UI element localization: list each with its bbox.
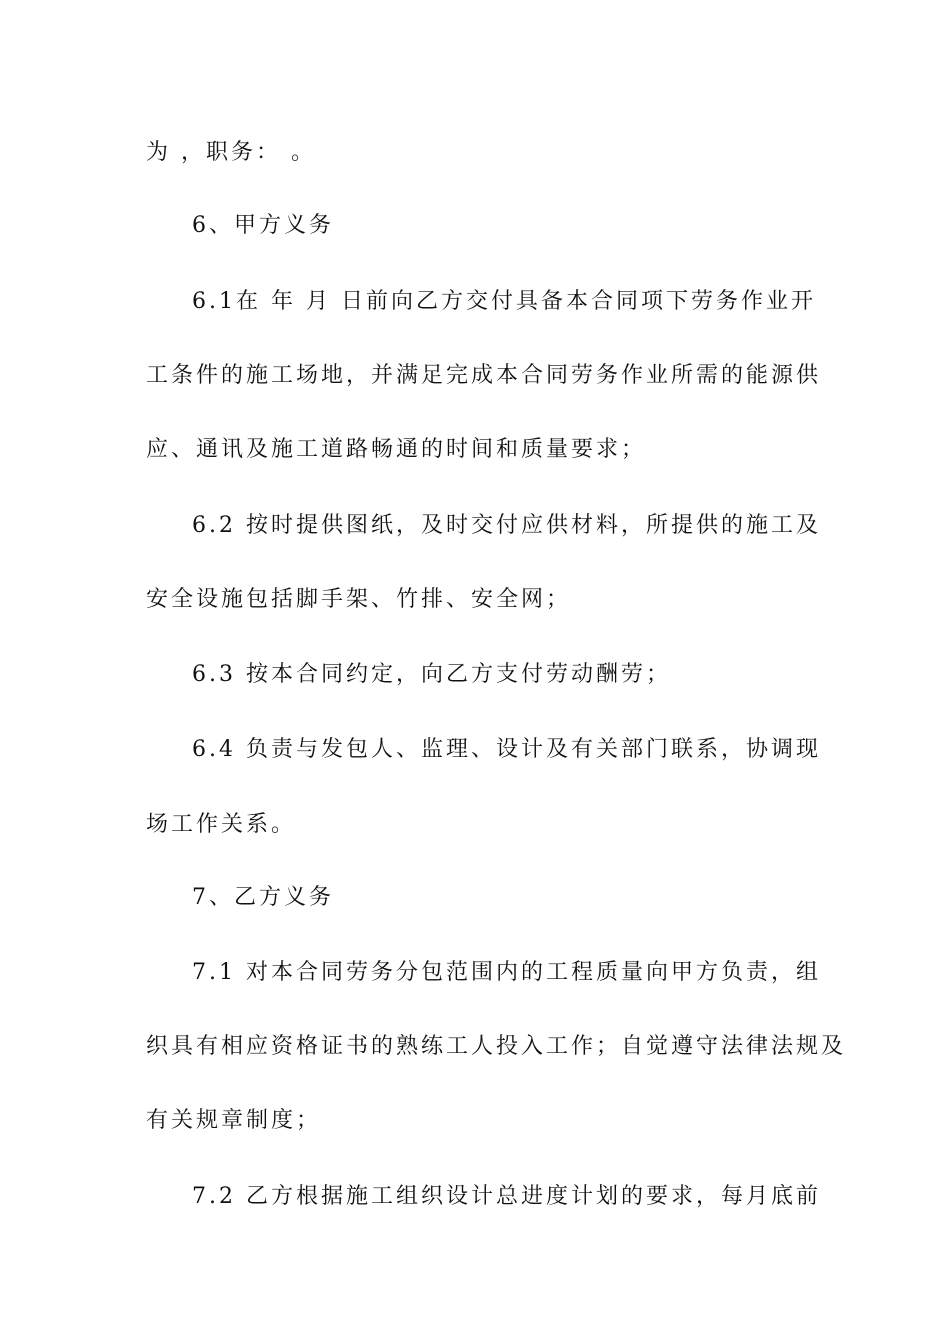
section-heading-7: 7、乙方义务 xyxy=(192,885,334,910)
clause-6-2-line-1: 6.2 按时提供图纸，及时交付应供材料，所提供的施工及 xyxy=(192,513,821,538)
clause-6-1-line-3: 应、通讯及施工道路畅通的时间和质量要求； xyxy=(146,437,647,462)
clause-6-4-line-1: 6.4 负责与发包人、监理、设计及有关部门联系，协调现 xyxy=(192,737,821,762)
clause-6-2-line-2: 安全设施包括脚手架、竹排、安全网； xyxy=(146,587,572,612)
clause-7-1-line-3: 有关规章制度； xyxy=(146,1108,322,1133)
clause-7-2-line-1: 7.2 乙方根据施工组织设计总进度计划的要求，每月底前 xyxy=(192,1184,821,1209)
text-line-1: 为 ，职务： 。 xyxy=(146,140,316,165)
clause-7-1-line-2: 织具有相应资格证书的熟练工人投入工作；自觉遵守法律法规及 xyxy=(146,1034,847,1059)
clause-7-1-line-1: 7.1 对本合同劳务分包范围内的工程质量向甲方负责，组 xyxy=(192,960,821,985)
clause-6-1-line-1: 6.1在 年 月 日前向乙方交付具备本合同项下劳务作业开 xyxy=(192,289,816,314)
clause-6-4-line-2: 场工作关系。 xyxy=(146,812,297,837)
clause-6-1-line-2: 工条件的施工场地，并满足完成本合同劳务作业所需的能源供 xyxy=(146,363,822,388)
section-heading-6: 6、甲方义务 xyxy=(192,213,334,238)
clause-6-3: 6.3 按本合同约定，向乙方支付劳动酬劳； xyxy=(192,662,671,687)
